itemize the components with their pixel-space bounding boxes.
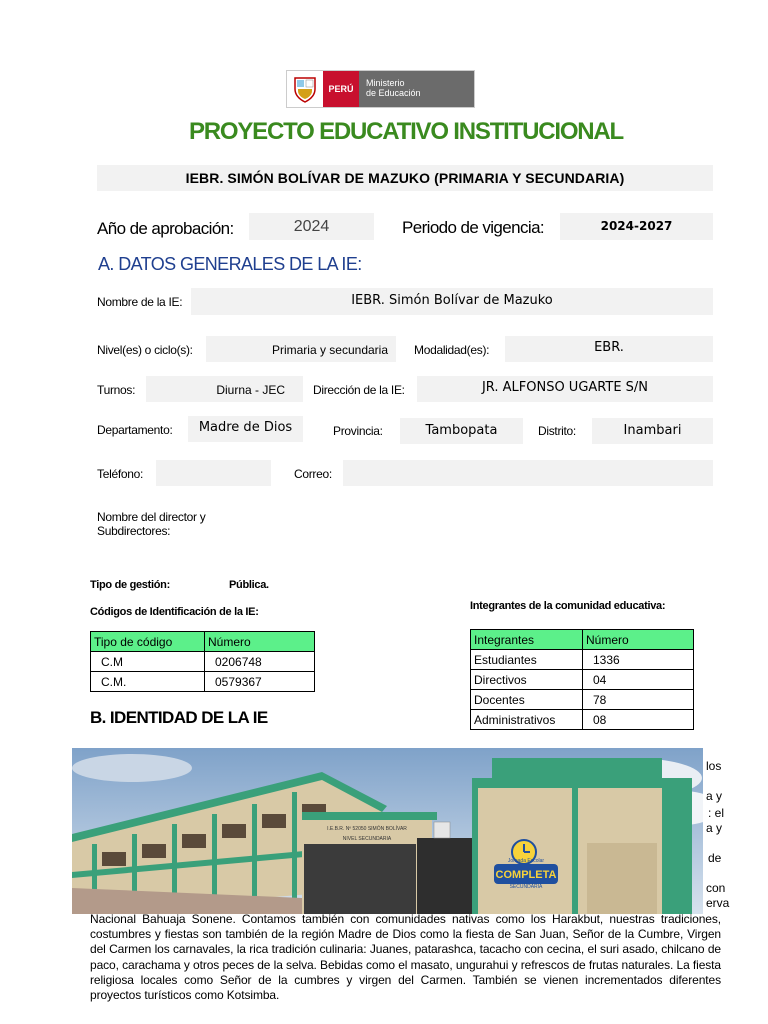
text-fragment: de (708, 851, 722, 865)
shifts-field (146, 376, 303, 402)
table-cell: Estudiantes (471, 650, 583, 670)
table-header-cell: Número (583, 630, 694, 650)
address-value: JR. ALFONSO UGARTE S/N (481, 380, 649, 395)
school-name-label: Nombre de la IE: (97, 295, 183, 309)
building-sign-level: NIVEL SECUNDARIA (342, 836, 392, 842)
badge-main-text: COMPLETA (495, 869, 557, 881)
text-fragment: los (706, 759, 722, 773)
text-fragment: con (706, 881, 726, 895)
district-field (592, 418, 713, 444)
document-title: PROYECTO EDUCATIVO INSTITUCIONAL (188, 118, 624, 145)
table-cell: 08 (583, 710, 694, 730)
table-cell: Docentes (471, 690, 583, 710)
address-label: Dirección de la IE: (313, 383, 405, 397)
table-row (471, 670, 694, 690)
modality-value: EBR. (594, 340, 624, 355)
district-label: Distrito: (538, 424, 576, 438)
community-label: Integrantes de la comunidad educativa: (470, 600, 666, 612)
table-header-cell: Número (205, 632, 315, 652)
province-field (400, 418, 523, 444)
table-row (471, 710, 694, 730)
table-cell: C.M. (91, 672, 205, 692)
shifts-label: Turnos: (97, 383, 136, 397)
approval-year-field (249, 213, 374, 240)
table-cell: Administrativos (471, 710, 583, 730)
school-crest-icon (434, 822, 450, 838)
phone-field (156, 460, 271, 486)
department-label: Departamento: (97, 423, 173, 437)
table-header-cell: Integrantes (471, 630, 583, 650)
validity-period-field (560, 213, 713, 240)
management-label: Tipo de gestión: (90, 579, 170, 591)
management-value: Pública. (229, 579, 269, 591)
approval-year-label: Año de aprobación: (97, 219, 234, 238)
ministerio-line1: Ministerio (366, 78, 405, 88)
address-field (417, 376, 713, 402)
badge-top-text: Jornada Escolar (507, 858, 545, 864)
table-cell: Directivos (471, 670, 583, 690)
phone-label: Teléfono: (97, 467, 144, 481)
table-row (91, 672, 315, 692)
section-a-heading: A. DATOS GENERALES DE LA IE: (98, 254, 362, 274)
province-label: Provincia: (333, 424, 383, 438)
shifts-value: Diurna - JEC (216, 383, 285, 397)
community-table (470, 629, 694, 730)
table-header-cell: Tipo de código (91, 632, 205, 652)
director-label-line1: Nombre del director y (97, 510, 206, 524)
modality-field (505, 336, 713, 362)
text-fragment: a y (706, 789, 723, 803)
school-name-bar: IEBR. SIMÓN BOLÍVAR DE MAZUKO (PRIMARIA Y SECUNDARIA) (97, 165, 713, 191)
school-name-field (191, 288, 713, 315)
table-row (91, 652, 315, 672)
table-cell: 04 (583, 670, 694, 690)
table-cell: 0579367 (205, 672, 315, 692)
table-header-row (91, 632, 315, 652)
level-value: Primaria y secundaria (271, 343, 388, 357)
director-label-line2: Subdirectores: (97, 524, 171, 538)
table-cell: 78 (583, 690, 694, 710)
approval-year-value: 2024 (293, 218, 330, 235)
level-label: Nivel(es) o ciclo(s): (97, 343, 193, 357)
school-building-photo (72, 748, 703, 914)
building-sign-text: I.E.B.R. Nº 52050 SIMÓN BOLÍVAR (327, 826, 407, 832)
department-value: Madre de Dios (198, 420, 293, 435)
minedu-logo (286, 70, 475, 108)
ministerio-line2: de Educación (366, 88, 421, 98)
ministerio-brand (359, 71, 474, 107)
section-b-heading: B. IDENTIDAD DE LA IE (90, 708, 268, 727)
table-cell: C.M (91, 652, 205, 672)
peru-brand: PERÚ (323, 71, 359, 107)
district-value: Inambari (623, 423, 682, 438)
validity-period-value: 2024-2027 (600, 219, 673, 233)
coat-of-arms-icon (287, 71, 323, 107)
province-value: Tambopata (425, 423, 498, 438)
text-fragment: erva (706, 896, 730, 910)
level-field (206, 336, 396, 362)
email-label: Correo: (294, 467, 332, 481)
table-row (471, 690, 694, 710)
text-fragment: a y (706, 821, 723, 835)
table-header-row (471, 630, 694, 650)
email-field (343, 460, 713, 486)
director-label (97, 510, 205, 538)
table-cell: 1336 (583, 650, 694, 670)
table-cell: 0206748 (205, 652, 315, 672)
table-row (471, 650, 694, 670)
codes-table (90, 631, 315, 692)
modality-label: Modalidad(es): (414, 343, 490, 357)
validity-period-label: Periodo de vigencia: (402, 218, 545, 237)
badge-bottom-text: SECUNDARIA (509, 884, 543, 890)
department-field (188, 416, 303, 442)
identity-paragraph: Nacional Bahuaja Sonene. Contamos también con comunidades nativas como los Harakbut, nuestras tradiciones, costumbres y fiestas son también de la región Madre de Dios como la fiesta de San Juan, Señor de la Cumbre, Virgen del Carmen los carnavales, la rica tradición culinaria: Juanes, patarashca, tacacho con cecina, el suri asado, chilcano de paco, carachama y otros peces de la selva. Bebidas como el masato, ungurahui y refrescos de frutas naturales. La fiesta religiosa locales como Señor de la cumbres y virgen del Carmen. También se vienen incrementados diferentes proyectos turísticos como Kotsimba. (90, 912, 721, 1003)
codes-label: Códigos de Identificación de la IE: (90, 606, 259, 618)
school-name-value: IEBR. Simón Bolívar de Mazuko (351, 293, 553, 308)
text-fragment: : el (708, 806, 725, 820)
